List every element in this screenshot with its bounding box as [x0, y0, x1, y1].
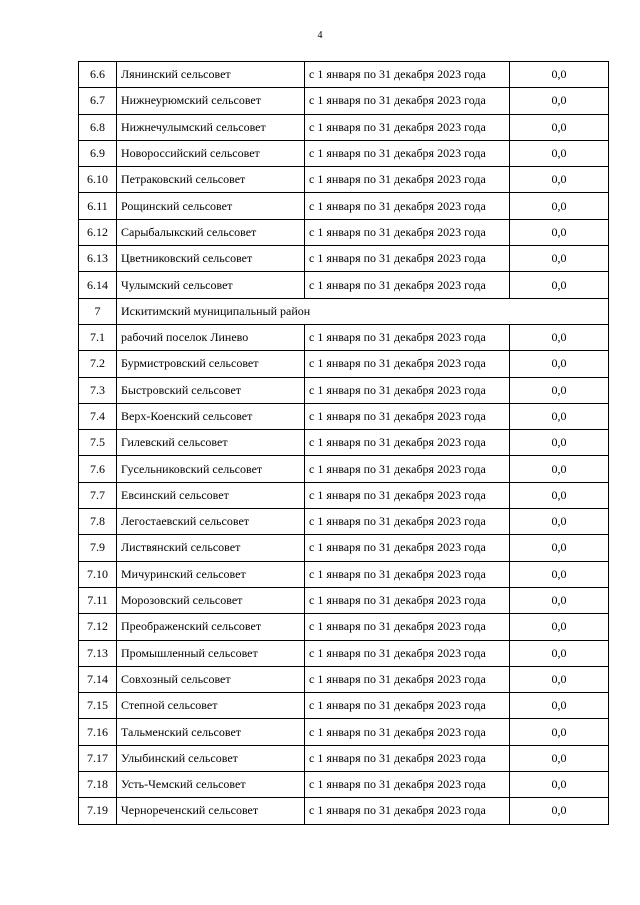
table-row [79, 62, 609, 88]
municipality-name: Тальменский сельсовет [117, 719, 305, 745]
municipality-name: Бурмистровский сельсовет [117, 351, 305, 377]
value-cell: 0,0 [510, 772, 609, 798]
value-cell: 0,0 [510, 272, 609, 298]
period-cell: с 1 января по 31 декабря 2023 года [305, 798, 510, 824]
value-cell: 0,0 [510, 88, 609, 114]
period-cell: с 1 января по 31 декабря 2023 года [305, 614, 510, 640]
value-cell: 0,0 [510, 377, 609, 403]
district-name: Искитимский муниципальный район [117, 298, 609, 324]
table-row [79, 456, 609, 482]
table-row [79, 745, 609, 771]
table-row [79, 772, 609, 798]
table-row [79, 693, 609, 719]
row-number: 7.14 [79, 666, 117, 692]
row-number: 7.1 [79, 324, 117, 350]
value-cell: 0,0 [510, 114, 609, 140]
table-row [79, 482, 609, 508]
value-cell: 0,0 [510, 693, 609, 719]
municipality-name: Чулымский сельсовет [117, 272, 305, 298]
row-number: 7.2 [79, 351, 117, 377]
table-row [79, 535, 609, 561]
municipality-name: Нижнечулымский сельсовет [117, 114, 305, 140]
period-cell: с 1 января по 31 декабря 2023 года [305, 666, 510, 692]
value-cell: 0,0 [510, 640, 609, 666]
period-cell: с 1 января по 31 декабря 2023 года [305, 456, 510, 482]
row-number: 7.19 [79, 798, 117, 824]
period-cell: с 1 января по 31 декабря 2023 года [305, 482, 510, 508]
value-cell: 0,0 [510, 482, 609, 508]
municipality-name: Усть-Чемский сельсовет [117, 772, 305, 798]
municipality-name: Сарыбалыкский сельсовет [117, 219, 305, 245]
municipality-name: Промышленный сельсовет [117, 640, 305, 666]
municipality-name: Лянинский сельсовет [117, 62, 305, 88]
period-cell: с 1 января по 31 декабря 2023 года [305, 561, 510, 587]
table-row [79, 509, 609, 535]
row-number: 6.9 [79, 140, 117, 166]
period-cell: с 1 января по 31 декабря 2023 года [305, 324, 510, 350]
period-cell: с 1 января по 31 декабря 2023 года [305, 167, 510, 193]
municipality-name: Евсинский сельсовет [117, 482, 305, 508]
table-row [79, 167, 609, 193]
period-cell: с 1 января по 31 декабря 2023 года [305, 745, 510, 771]
period-cell: с 1 января по 31 декабря 2023 года [305, 403, 510, 429]
municipality-name: Гусельниковский сельсовет [117, 456, 305, 482]
value-cell: 0,0 [510, 798, 609, 824]
table-row [79, 666, 609, 692]
row-number: 7.18 [79, 772, 117, 798]
period-cell: с 1 января по 31 декабря 2023 года [305, 772, 510, 798]
municipality-name: Листвянский сельсовет [117, 535, 305, 561]
row-number: 6.7 [79, 88, 117, 114]
row-number: 7.16 [79, 719, 117, 745]
value-cell: 0,0 [510, 167, 609, 193]
table-row [79, 140, 609, 166]
table-row [79, 246, 609, 272]
period-cell: с 1 января по 31 декабря 2023 года [305, 88, 510, 114]
period-cell: с 1 января по 31 декабря 2023 года [305, 587, 510, 613]
municipality-name: Петраковский сельсовет [117, 167, 305, 193]
period-cell: с 1 января по 31 декабря 2023 года [305, 114, 510, 140]
period-cell: с 1 января по 31 декабря 2023 года [305, 693, 510, 719]
table-row [79, 640, 609, 666]
row-number: 7.7 [79, 482, 117, 508]
row-number: 7.15 [79, 693, 117, 719]
value-cell: 0,0 [510, 614, 609, 640]
value-cell: 0,0 [510, 324, 609, 350]
table-row [79, 587, 609, 613]
period-cell: с 1 января по 31 декабря 2023 года [305, 62, 510, 88]
value-cell: 0,0 [510, 403, 609, 429]
table-row [79, 377, 609, 403]
row-number: 7.8 [79, 509, 117, 535]
period-cell: с 1 января по 31 декабря 2023 года [305, 509, 510, 535]
municipality-name: Преображенский сельсовет [117, 614, 305, 640]
value-cell: 0,0 [510, 193, 609, 219]
municipality-name: Легостаевский сельсовет [117, 509, 305, 535]
municipality-name: Нижнеурюмский сельсовет [117, 88, 305, 114]
row-number: 6.12 [79, 219, 117, 245]
table-row [79, 430, 609, 456]
value-cell: 0,0 [510, 666, 609, 692]
municipality-name: Мичуринский сельсовет [117, 561, 305, 587]
value-cell: 0,0 [510, 246, 609, 272]
row-number: 7.5 [79, 430, 117, 456]
period-cell: с 1 января по 31 декабря 2023 года [305, 272, 510, 298]
table-row [79, 561, 609, 587]
municipality-name: Рощинский сельсовет [117, 193, 305, 219]
period-cell: с 1 января по 31 декабря 2023 года [305, 430, 510, 456]
municipality-name: Гилевский сельсовет [117, 430, 305, 456]
value-cell: 0,0 [510, 140, 609, 166]
value-cell: 0,0 [510, 219, 609, 245]
table-row [79, 324, 609, 350]
municipality-name: Верх-Коенский сельсовет [117, 403, 305, 429]
value-cell: 0,0 [510, 351, 609, 377]
period-cell: с 1 января по 31 декабря 2023 года [305, 351, 510, 377]
table-row [79, 798, 609, 824]
table-row [79, 219, 609, 245]
value-cell: 0,0 [510, 430, 609, 456]
period-cell: с 1 января по 31 декабря 2023 года [305, 219, 510, 245]
row-number: 7.9 [79, 535, 117, 561]
row-number: 7.11 [79, 587, 117, 613]
period-cell: с 1 января по 31 декабря 2023 года [305, 640, 510, 666]
municipality-name: Совхозный сельсовет [117, 666, 305, 692]
value-cell: 0,0 [510, 561, 609, 587]
table-row [79, 272, 609, 298]
period-cell: с 1 января по 31 декабря 2023 года [305, 140, 510, 166]
row-number: 7.17 [79, 745, 117, 771]
row-number: 7.6 [79, 456, 117, 482]
row-number: 6.11 [79, 193, 117, 219]
row-number: 7.13 [79, 640, 117, 666]
table-row [79, 614, 609, 640]
value-cell: 0,0 [510, 509, 609, 535]
municipality-name: Чернореченский сельсовет [117, 798, 305, 824]
period-cell: с 1 января по 31 декабря 2023 года [305, 535, 510, 561]
period-cell: с 1 января по 31 декабря 2023 года [305, 193, 510, 219]
row-number: 6.10 [79, 167, 117, 193]
period-cell: с 1 января по 31 декабря 2023 года [305, 719, 510, 745]
municipality-name: рабочий поселок Линево [117, 324, 305, 350]
table-row [79, 719, 609, 745]
value-cell: 0,0 [510, 745, 609, 771]
value-cell: 0,0 [510, 719, 609, 745]
row-number: 6.6 [79, 62, 117, 88]
table-row [79, 403, 609, 429]
row-number: 6.8 [79, 114, 117, 140]
page-number: 4 [317, 30, 323, 41]
municipality-name: Степной сельсовет [117, 693, 305, 719]
municipality-name: Морозовский сельсовет [117, 587, 305, 613]
row-number: 6.14 [79, 272, 117, 298]
table-row [79, 88, 609, 114]
municipality-name: Быстровский сельсовет [117, 377, 305, 403]
section-heading-row [79, 298, 609, 324]
value-cell: 0,0 [510, 587, 609, 613]
table-row [79, 351, 609, 377]
row-number: 7 [79, 298, 117, 324]
row-number: 7.3 [79, 377, 117, 403]
table-body [79, 62, 609, 825]
table-row [79, 193, 609, 219]
municipality-name: Цветниковский сельсовет [117, 246, 305, 272]
row-number: 7.12 [79, 614, 117, 640]
data-table [78, 61, 609, 825]
row-number: 7.4 [79, 403, 117, 429]
value-cell: 0,0 [510, 456, 609, 482]
row-number: 6.13 [79, 246, 117, 272]
value-cell: 0,0 [510, 62, 609, 88]
value-cell: 0,0 [510, 535, 609, 561]
period-cell: с 1 января по 31 декабря 2023 года [305, 246, 510, 272]
row-number: 7.10 [79, 561, 117, 587]
period-cell: с 1 января по 31 декабря 2023 года [305, 377, 510, 403]
municipality-name: Улыбинский сельсовет [117, 745, 305, 771]
municipality-name: Новороссийский сельсовет [117, 140, 305, 166]
table-row [79, 114, 609, 140]
